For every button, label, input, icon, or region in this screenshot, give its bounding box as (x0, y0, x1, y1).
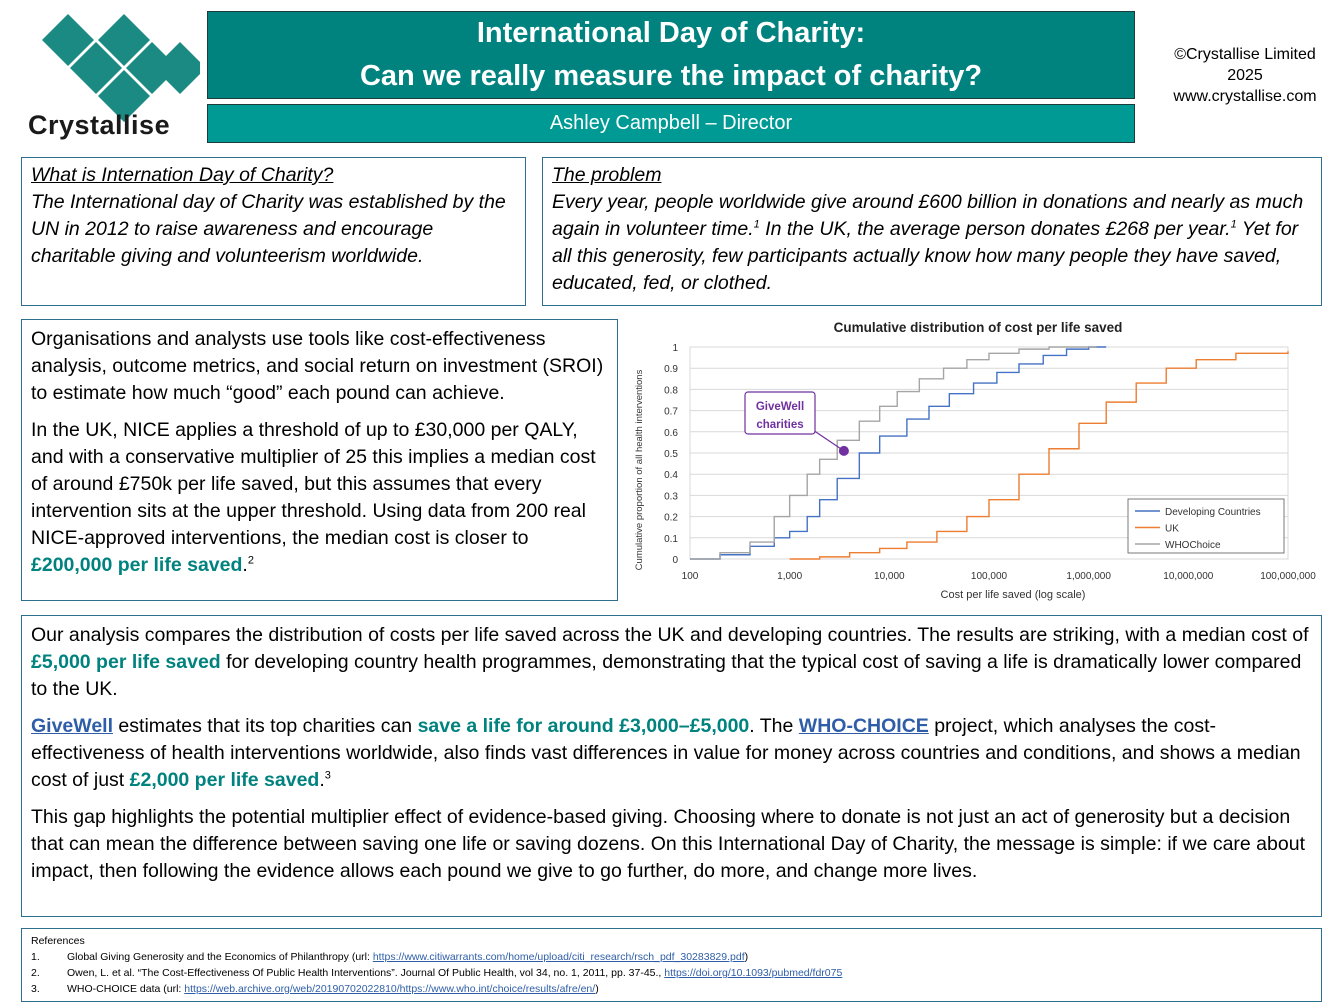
footnote-2: 2 (247, 554, 254, 567)
cost-per-life-chart (625, 312, 1325, 608)
analysis-para-3: This gap highlights the potential multiplier effect of evidence-based giving. Choosing where to donate is not just an act of generosity but a decision that can mean the difference between saving one life or saving dozens. On this International Day of Charity, the message is simple: if we care about impact, then following the evidence allows each pound we give to go further, do more, and change more lives. (31, 806, 1305, 882)
what-body: The International day of Charity was established by the UN in 2012 to raise awareness and encourage charitable giving and volunteerism worldwide. (31, 191, 506, 267)
copyright-year: 2025 (1227, 67, 1263, 84)
x-tick-label: 10,000 (874, 571, 905, 582)
reference-text: WHO-CHOICE data (url: (67, 983, 185, 995)
analysis-p2-text-c: project, which analyses the cost-effectiveness of health interventions worldwide, also finds vast differences in value for money across countries and conditions, and shows a median cost of just (31, 715, 1301, 791)
reference-text: Owen, L. et al. “The Cost-Effectiveness Of Public Health Interventions”. Journal Of Public Health, vol 34, no. 1, 2011, pp. 37-45., (67, 967, 665, 979)
copyright-text: ©Crystallise Limited (1174, 46, 1316, 63)
y-tick-label: 0.5 (664, 449, 678, 460)
footnote-3: 3 (324, 769, 331, 782)
reference-link[interactable]: https://doi.org/10.1093/pubmed/fdr075 (664, 967, 843, 979)
problem-text-1: Every year, people worldwide give around £600 billion in donations and nearly as much again in volunteer time. (552, 191, 1304, 240)
tools-para-2-text: In the UK, NICE applies a threshold of up to £30,000 per QALY, and with a conservative multiplier of 25 this implies a median cost of around £750k per life saved, but this assumes that every intervention sits at the upper threshold. Using data from 200 real NICE-approved interventions, the median cost is closer to (31, 419, 596, 549)
tools-para-2 (31, 417, 608, 579)
analysis-p1-text-b: for developing country health programmes, demonstrating that the typical cost of saving a life is dramatically lower compared to the UK. (31, 651, 1302, 700)
legend-label: UK (1165, 523, 1179, 535)
reference-number: 3. (31, 983, 40, 995)
reference-link[interactable]: https://web.archive.org/web/20190702022810/https://www.who.int/choice/results/afre/en/ (184, 983, 596, 995)
x-tick-label: 100,000,000 (1260, 571, 1316, 582)
developing-median-highlight: £5,000 per life saved (31, 651, 221, 673)
what-is-day-of-charity-box (21, 157, 526, 306)
x-tick-label: 1,000 (777, 571, 803, 582)
who-choice-link[interactable]: WHO-CHOICE (798, 715, 929, 737)
y-tick-label: 0.8 (664, 385, 678, 397)
reference-item (31, 949, 1312, 965)
y-tick-label: 0.3 (664, 491, 678, 503)
y-tick-label: 0.9 (664, 364, 678, 376)
footnote-1: 1 (753, 218, 760, 231)
uk-median-highlight: £200,000 per life saved (31, 554, 243, 576)
analysis-p2-text-d: . (319, 769, 325, 791)
who-median-highlight: £2,000 per life saved (129, 769, 320, 791)
y-tick-label: 0.7 (664, 406, 678, 418)
y-tick-label: 0.4 (664, 470, 678, 482)
logo-diamond (154, 42, 200, 94)
title-line-2: Can we really measure the impact of charity? (359, 60, 983, 92)
reference-number: 2. (31, 967, 40, 979)
analysis-para-2 (31, 713, 1312, 794)
problem-text-3: Yet for all this generosity, few participants actually know how many people they have saved, educated, fed, or clothed. (552, 218, 1299, 294)
x-tick-label: 100,000 (970, 571, 1008, 582)
y-tick-label: 0.1 (664, 533, 678, 545)
measurement-tools-box (21, 319, 618, 601)
x-tick-label: 10,000,000 (1163, 571, 1214, 582)
reference-number: 1. (31, 951, 40, 963)
annotation-marker (839, 446, 849, 456)
author-banner: Ashley Campbell – Director (207, 104, 1135, 143)
copyright-block (1150, 44, 1340, 107)
x-tick-label: 100 (681, 571, 699, 582)
reference-link[interactable]: https://www.citiwarrants.com/home/upload/citi_research/rsch_pdf_30283829.pdf (372, 951, 745, 963)
y-axis-label: Cumulative proportion of all health interventions (634, 369, 645, 571)
what-heading: What is Internation Day of Charity? (31, 164, 334, 186)
annotation-label: charities (756, 419, 804, 431)
legend-label: WHOChoice (1165, 540, 1221, 551)
givewell-link[interactable]: GiveWell (31, 715, 114, 737)
x-tick-label: 1,000,000 (1066, 571, 1111, 582)
page-title (207, 11, 1135, 99)
tools-para-1: Organisations and analysts use tools like cost-effectiveness analysis, outcome metrics, and social return on investment (SROI) to estimate how much “good” each pound can achieve. (31, 328, 604, 404)
analysis-box (21, 615, 1322, 917)
analysis-para-1 (31, 622, 1312, 703)
reference-end: ) (595, 983, 599, 995)
title-line-1: International Day of Charity: (476, 17, 866, 49)
problem-text-2: In the UK, the average person donates £268 per year. (759, 218, 1231, 240)
problem-heading: The problem (552, 164, 662, 186)
analysis-p2-text-b: . The (749, 715, 799, 737)
logo-wordmark: Crystallise (28, 110, 171, 140)
chart-title: Cumulative distribution of cost per life saved (833, 320, 1123, 335)
reference-item (31, 965, 1312, 981)
website-link[interactable]: www.crystallise.com (1173, 88, 1317, 105)
footnote-1b: 1 (1230, 218, 1237, 231)
problem-body (552, 189, 1312, 297)
y-tick-label: 0.6 (664, 427, 678, 439)
givewell-cost-highlight: save a life for around £3,000–£5,000 (417, 715, 750, 737)
x-axis-label: Cost per life saved (log scale) (940, 589, 1086, 601)
y-tick-label: 1 (672, 343, 678, 354)
y-tick-label: 0.2 (664, 512, 678, 524)
analysis-p2-text-a: estimates that its top charities can (113, 715, 418, 737)
tools-para-2-end: . (242, 554, 248, 576)
reference-text: Global Giving Generosity and the Economics of Philanthropy (url: (67, 951, 373, 963)
legend-label: Developing Countries (1165, 507, 1261, 518)
analysis-p1-text: Our analysis compares the distribution of costs per life saved across the UK and developing countries. The results are striking, with a median cost of (31, 624, 1309, 646)
references-heading: References (31, 935, 85, 947)
references-box (21, 928, 1322, 1002)
reference-end: ) (744, 951, 749, 963)
problem-box (542, 157, 1322, 306)
annotation-label: GiveWell (755, 401, 805, 413)
reference-item (31, 981, 1312, 997)
y-tick-label: 0 (672, 555, 678, 566)
